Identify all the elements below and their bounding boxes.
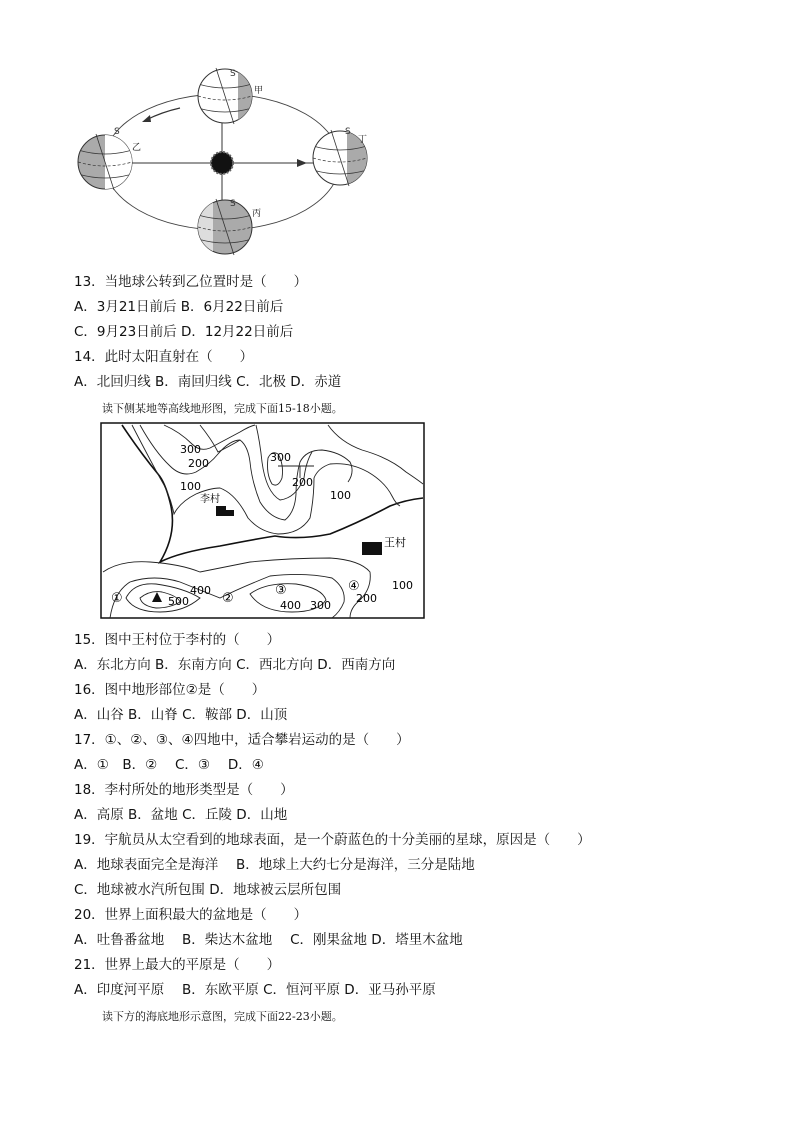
svg-text:S: S	[230, 69, 236, 79]
label-100a: 100	[180, 480, 201, 493]
question-17-options: A．① B．② C．③ D．④	[74, 757, 264, 773]
label-300b: 300	[270, 451, 291, 464]
question-17-stem: 17．①、②、③、④四地中，适合攀岩运动的是（ ）	[74, 732, 410, 748]
question-19-options-1: A．地球表面完全是海洋 B．地球上大约七分是海洋，三分是陆地	[74, 857, 475, 873]
earth-orbit-diagram	[70, 62, 390, 262]
label-point-4: ④	[348, 579, 360, 594]
question-13-options-2: C．9月23日前后 D．12月22日前后	[74, 324, 294, 340]
question-16-options: A．山谷 B．山脊 C．鞍部 D．山顶	[74, 707, 288, 723]
arrow-icon	[297, 159, 307, 167]
instruction-note-1: 读下侧某地等高线地形图，完成下面15-18小题。	[102, 402, 343, 415]
label-300c: 300	[310, 599, 331, 612]
label-point-1: ①	[111, 591, 123, 606]
question-16-stem: 16．图中地形部位②是（ ）	[74, 682, 266, 698]
question-20-options: A．吐鲁番盆地 B．柴达木盆地 C．刚果盆地 D．塔里木盆地	[74, 932, 463, 948]
question-15-stem: 15．图中王村位于李村的（ ）	[74, 632, 281, 648]
question-21-stem: 21．世界上最大的平原是（ ）	[74, 957, 281, 973]
contour-map	[100, 422, 426, 620]
question-20-stem: 20．世界上面积最大的盆地是（ ）	[74, 907, 308, 923]
orbit-direction-arrow	[146, 108, 180, 120]
question-21-options: A．印度河平原 B．东欧平原 C．恒河平原 D．亚马孙平原	[74, 982, 436, 998]
arrow-icon	[142, 115, 151, 122]
label-100b: 100	[330, 489, 351, 502]
question-13-stem: 13．当地球公转到乙位置时是（ ）	[74, 274, 308, 290]
question-15-options: A．东北方向 B．东南方向 C．西北方向 D．西南方向	[74, 657, 396, 673]
instruction-note-2: 读下方的海底地形示意图，完成下面22-23小题。	[102, 1010, 343, 1023]
earth-yi	[78, 127, 135, 192]
earth-bing	[198, 198, 252, 258]
label-point-3: ③	[275, 583, 287, 598]
label-ding: 丁	[358, 135, 368, 145]
licun-marker	[224, 510, 234, 516]
label-wangcun: 王村	[384, 536, 406, 549]
question-14-options: A．北回归线 B．南回归线 C．北极 D．赤道	[74, 374, 342, 390]
label-400a: 400	[190, 584, 211, 597]
label-100c: 100	[392, 579, 413, 592]
sun	[211, 152, 233, 174]
question-13-options-1: A．3月21日前后 B．6月22日前后	[74, 299, 284, 315]
svg-text:S: S	[345, 127, 351, 137]
label-200b: 200	[292, 476, 313, 489]
wangcun-marker	[362, 542, 382, 555]
question-19-options-2: C．地球被水汽所包围 D．地球被云层所包围	[74, 882, 342, 898]
label-point-2: ②	[222, 591, 234, 606]
question-18-stem: 18．李村所处的地形类型是（ ）	[74, 782, 294, 798]
label-200c: 200	[356, 592, 377, 605]
svg-text:S: S	[114, 127, 120, 137]
label-jia: 甲	[254, 86, 264, 96]
question-19-stem: 19．宇航员从太空看到的地球表面，是一个蔚蓝色的十分美丽的星球，原因是（ ）	[74, 832, 591, 848]
label-licun: 李村	[200, 494, 220, 505]
earth-jia	[198, 67, 258, 127]
question-14-stem: 14．此时太阳直射在（ ）	[74, 349, 254, 365]
label-400b: 400	[280, 599, 301, 612]
label-yi: 乙	[132, 143, 142, 153]
label-500: 500	[168, 595, 189, 608]
label-200a: 200	[188, 457, 209, 470]
question-18-options: A．高原 B．盆地 C．丘陵 D．山地	[74, 807, 288, 823]
label-bing: 丙	[252, 209, 262, 219]
label-300a: 300	[180, 443, 201, 456]
svg-text:S: S	[230, 199, 236, 209]
